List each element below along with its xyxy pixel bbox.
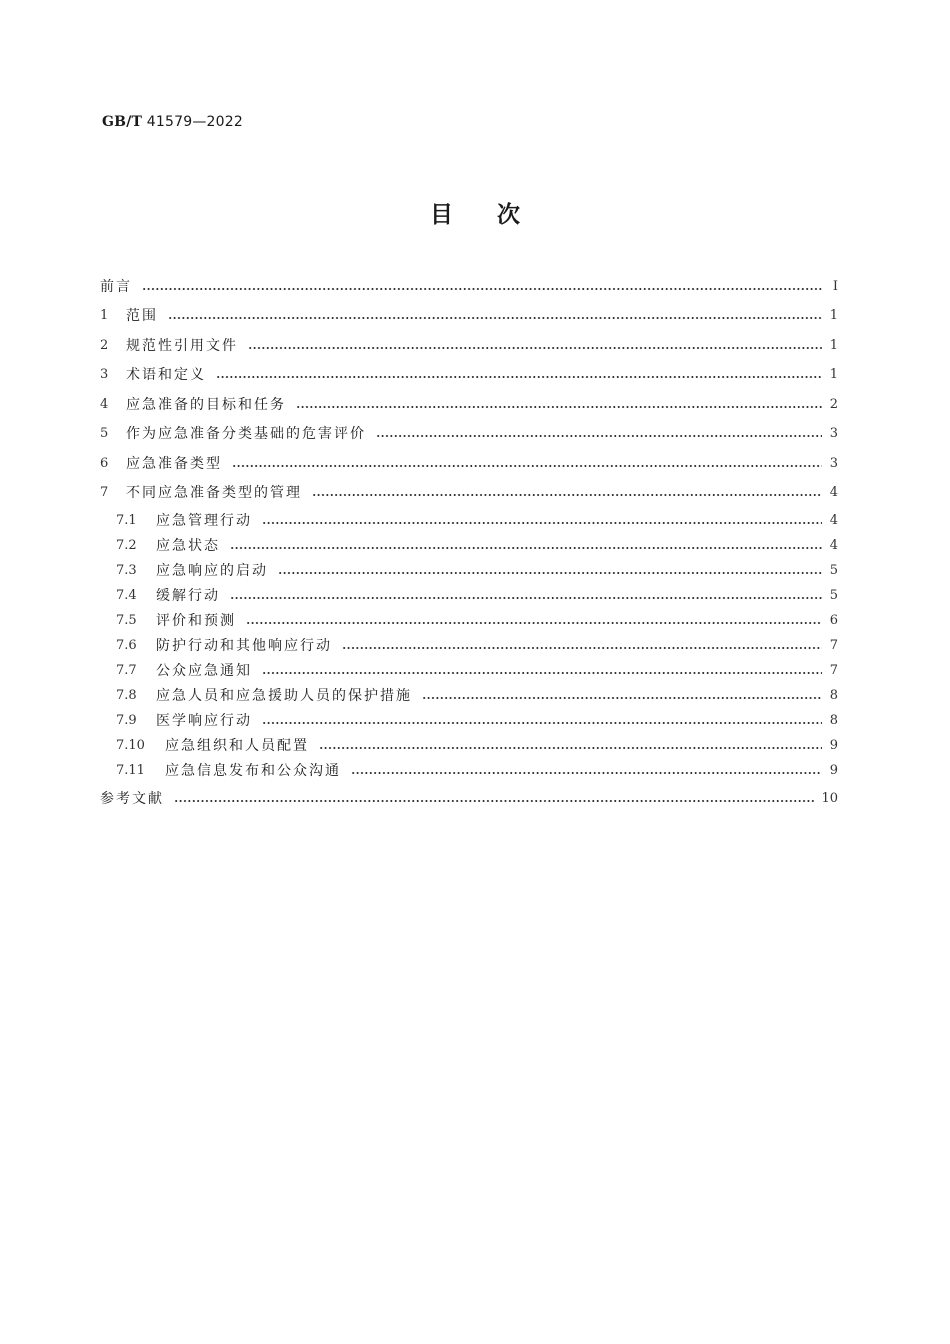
toc-leader-dots xyxy=(230,597,822,599)
toc-leader-dots xyxy=(262,672,822,674)
toc-entry-page: Ⅰ xyxy=(832,278,838,294)
toc-entry-label: 应急准备类型 xyxy=(126,455,222,472)
toc-entry-2[interactable] xyxy=(100,331,838,361)
toc-entry-7-8[interactable] xyxy=(100,684,838,709)
toc-entry-page: 4 xyxy=(829,485,838,501)
toc-entry-page: 10 xyxy=(821,790,838,806)
toc-leader-dots xyxy=(248,347,822,349)
toc-entry-page: 4 xyxy=(829,537,838,553)
toc-entry-references[interactable] xyxy=(100,784,838,814)
toc-entry-4[interactable] xyxy=(100,390,838,420)
toc-entry-number: 7 xyxy=(100,485,109,501)
toc-leader-dots xyxy=(232,465,822,467)
toc-entry-page: 3 xyxy=(829,455,838,471)
toc-entry-7-3[interactable] xyxy=(100,558,838,583)
toc-entry-page: 7 xyxy=(829,663,838,679)
toc-entry-page: 1 xyxy=(829,367,838,383)
toc-entry-number: 7.11 xyxy=(116,763,145,779)
toc-entry-page: 2 xyxy=(829,396,838,412)
toc-leader-dots xyxy=(174,800,814,802)
toc-leader-dots xyxy=(216,376,822,378)
toc-leader-dots xyxy=(312,494,822,496)
toc-entry-7-9[interactable] xyxy=(100,709,838,734)
toc-entry-page: 9 xyxy=(829,763,838,779)
toc-entry-7-7[interactable] xyxy=(100,659,838,684)
toc-entry-label: 公众应急通知 xyxy=(156,663,252,680)
toc-entry-7[interactable] xyxy=(100,479,838,509)
toc-entry-page: 6 xyxy=(829,612,838,628)
toc-title xyxy=(0,196,950,229)
toc-entry-label: 作为应急准备分类基础的危害评价 xyxy=(126,426,366,443)
toc-entry-number: 7.4 xyxy=(116,587,137,603)
toc-entry-6[interactable] xyxy=(100,449,838,479)
toc-entry-label: 评价和预测 xyxy=(156,612,236,629)
toc-leader-dots xyxy=(230,547,822,549)
toc-entry-page: 8 xyxy=(829,688,838,704)
standard-prefix: GB/T xyxy=(102,114,143,130)
toc-entry-number: 5 xyxy=(100,426,109,442)
toc-entry-page: 7 xyxy=(829,638,838,654)
toc-leader-dots xyxy=(351,772,822,774)
toc-entry-number: 7.5 xyxy=(116,612,137,628)
toc-entry-number: 7.7 xyxy=(116,663,137,679)
toc-entry-number: 3 xyxy=(100,367,109,383)
toc-entry-5[interactable] xyxy=(100,420,838,450)
toc-entry-number: 7.2 xyxy=(116,537,137,553)
toc-entry-number: 7.10 xyxy=(116,738,145,754)
toc-entry-label: 范围 xyxy=(126,308,158,325)
toc-entry-number: 7.9 xyxy=(116,713,137,729)
toc-entry-label: 应急准备的目标和任务 xyxy=(126,396,286,413)
toc-entry-number: 2 xyxy=(100,337,109,353)
toc-entry-page: 1 xyxy=(829,337,838,353)
toc-entry-number: 1 xyxy=(100,308,109,324)
toc-leader-dots xyxy=(296,406,822,408)
toc-leader-dots xyxy=(246,622,822,624)
toc-entry-7-10[interactable] xyxy=(100,734,838,759)
toc-entry-number: 6 xyxy=(100,455,109,471)
toc-entry-label: 医学响应行动 xyxy=(156,713,252,730)
toc-entry-number: 7.8 xyxy=(116,688,137,704)
toc-entry-page: 5 xyxy=(829,562,838,578)
toc-entry-7-5[interactable] xyxy=(100,608,838,633)
toc-entry-page: 3 xyxy=(829,426,838,442)
toc-leader-dots xyxy=(278,572,822,574)
toc-leader-dots xyxy=(319,747,822,749)
toc-entry-label: 前言 xyxy=(100,278,132,295)
toc-entry-label: 应急响应的启动 xyxy=(156,562,268,579)
toc-entry-number: 7.3 xyxy=(116,562,137,578)
toc-entry-number: 4 xyxy=(100,396,109,412)
toc-entry-label: 术语和定义 xyxy=(126,367,206,384)
toc-entry-label: 规范性引用文件 xyxy=(126,337,238,354)
toc-entry-1[interactable] xyxy=(100,302,838,332)
standard-code xyxy=(102,114,243,130)
toc-entry-label: 缓解行动 xyxy=(156,587,220,604)
table-of-contents xyxy=(100,272,838,814)
toc-entry-foreword[interactable] xyxy=(100,272,838,302)
toc-entry-label: 应急组织和人员配置 xyxy=(165,738,309,755)
toc-leader-dots xyxy=(342,647,822,649)
standard-number: 41579—2022 xyxy=(146,114,243,130)
toc-leader-dots xyxy=(376,435,822,437)
toc-entry-number: 7.6 xyxy=(116,638,137,654)
toc-entry-label: 应急信息发布和公众沟通 xyxy=(165,763,341,780)
toc-entry-number: 7.1 xyxy=(116,512,137,528)
toc-entry-label: 应急状态 xyxy=(156,537,220,554)
toc-entry-label: 应急管理行动 xyxy=(156,512,252,529)
toc-entry-7-11[interactable] xyxy=(100,759,838,784)
toc-entry-label: 防护行动和其他响应行动 xyxy=(156,638,332,655)
toc-leader-dots xyxy=(262,722,822,724)
toc-title-right: 次 xyxy=(497,202,520,228)
toc-entry-7-4[interactable] xyxy=(100,583,838,608)
toc-title-left: 目 xyxy=(430,202,453,228)
toc-entry-7-6[interactable] xyxy=(100,633,838,658)
toc-entry-7-2[interactable] xyxy=(100,533,838,558)
toc-leader-dots xyxy=(262,522,822,524)
toc-entry-7-1[interactable] xyxy=(100,508,838,533)
toc-entry-page: 8 xyxy=(829,713,838,729)
toc-entry-page: 9 xyxy=(829,738,838,754)
toc-entry-page: 4 xyxy=(829,512,838,528)
toc-leader-dots xyxy=(142,288,822,290)
toc-entry-page: 1 xyxy=(829,308,838,324)
toc-leader-dots xyxy=(422,697,822,699)
toc-entry-label: 应急人员和应急援助人员的保护措施 xyxy=(156,688,412,705)
toc-entry-label: 不同应急准备类型的管理 xyxy=(126,485,302,502)
toc-entry-3[interactable] xyxy=(100,361,838,391)
toc-entry-page: 5 xyxy=(829,587,838,603)
toc-entry-label: 参考文献 xyxy=(100,790,164,807)
toc-leader-dots xyxy=(168,317,822,319)
